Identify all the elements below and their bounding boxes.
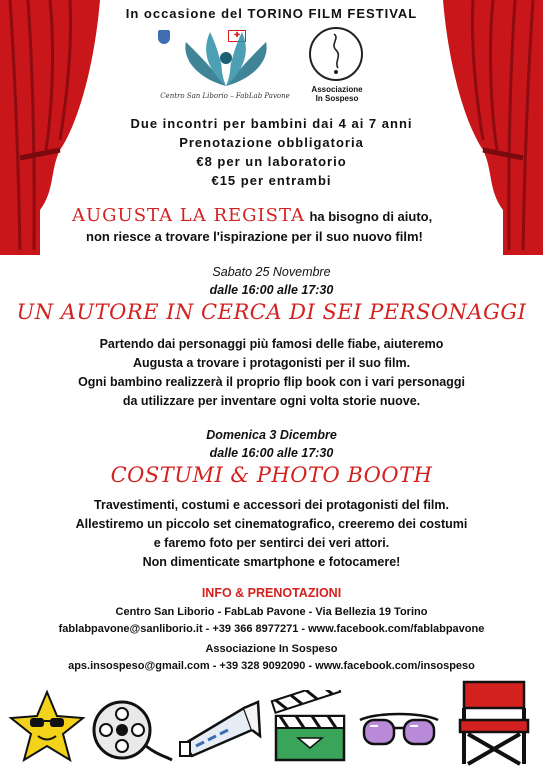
star-sunglasses-icon — [8, 688, 86, 766]
event1-desc-3: Ogni bambino realizzerà il proprio flip book con i vari personaggi — [78, 375, 465, 389]
info-assoc-contacts: aps.insospeso@gmail.com - +39 328 9092090 - www.facebook.com/insospeso — [68, 660, 475, 672]
film-reel-icon — [90, 696, 174, 766]
assoc-logo-line2: In Sospeso — [315, 94, 359, 103]
festival-name: TORINO FILM FESTIVAL — [247, 6, 418, 21]
assoc-logo-line1: Associazione — [311, 85, 363, 94]
event2-desc-3: e faremo foto per sentirci dei veri attori. — [153, 536, 390, 550]
intro-line-3: €8 per un laboratorio — [196, 154, 347, 169]
director-chair-icon — [452, 678, 538, 768]
event1-desc-1: Partendo dai personaggi più famosi delle fiabe, aiuteremo — [99, 337, 444, 351]
peacock-logo-icon — [176, 28, 276, 90]
info-assoc: Associazione In Sospeso — [205, 643, 338, 655]
intro-line-2: Prenotazione obbligatoria — [179, 135, 364, 150]
event2-desc-2: Allestiremo un piccolo set cinematografico, creeremo dei costumi — [75, 517, 468, 531]
event1-desc-2: Augusta a trovare i protagonisti per il suo film. — [132, 356, 411, 370]
clapperboard-icon — [270, 690, 350, 764]
torino-crest-icon — [158, 30, 170, 44]
event2-desc-1: Travestimenti, costumi e accessori dei protagonisti del film. — [94, 498, 449, 512]
info-centro: Centro San Liborio - FabLab Pavone - Via Bellezia 19 Torino — [115, 606, 428, 618]
event1-desc-4: da utilizzare per inventare ogni volta storie nuove. — [122, 394, 421, 408]
info-heading: INFO & PRENOTAZIONI — [201, 586, 342, 600]
augusta-line-1 — [72, 205, 432, 226]
event2-time: dalle 16:00 alle 17:30 — [209, 446, 334, 460]
event2-desc-4: Non dimenticate smartphone e fotocamere! — [142, 555, 401, 569]
header-line — [0, 6, 543, 21]
augusta-name: AUGUSTA LA REGISTA — [72, 205, 305, 226]
megaphone-icon — [178, 694, 262, 764]
event1-date: Sabato 25 Novembre — [212, 265, 331, 279]
glasses-icon — [356, 702, 442, 762]
intro-line-1: Due incontri per bambini dai 4 ai 7 anni — [130, 116, 413, 131]
regione-logo-icon: ✚ — [228, 30, 246, 42]
event1-time: dalle 16:00 alle 17:30 — [209, 283, 334, 297]
event1-title: UN AUTORE IN CERCA DI SEI PERSONAGGI — [16, 300, 527, 324]
occasion-prefix: In occasione del — [125, 6, 243, 21]
assoc-logo-caption — [300, 85, 374, 103]
event2-title: COSTUMI & PHOTO BOOTH — [110, 463, 433, 487]
event2-date: Domenica 3 Dicembre — [206, 428, 337, 442]
augusta-line-1-rest: ha bisogno di aiuto, — [309, 209, 433, 224]
insospeso-logo-icon — [308, 26, 364, 82]
intro-line-4: €15 per entrambi — [211, 173, 332, 188]
centro-logo-caption: Centro San Liborio – FabLab Pavone — [160, 92, 290, 100]
info-centro-contacts: fablabpavone@sanliborio.it - +39 366 8977271 - www.facebook.com/fablabpavone — [58, 623, 485, 635]
augusta-line-2: non riesce a trovare l'ispirazione per il suo nuovo film! — [86, 229, 423, 244]
